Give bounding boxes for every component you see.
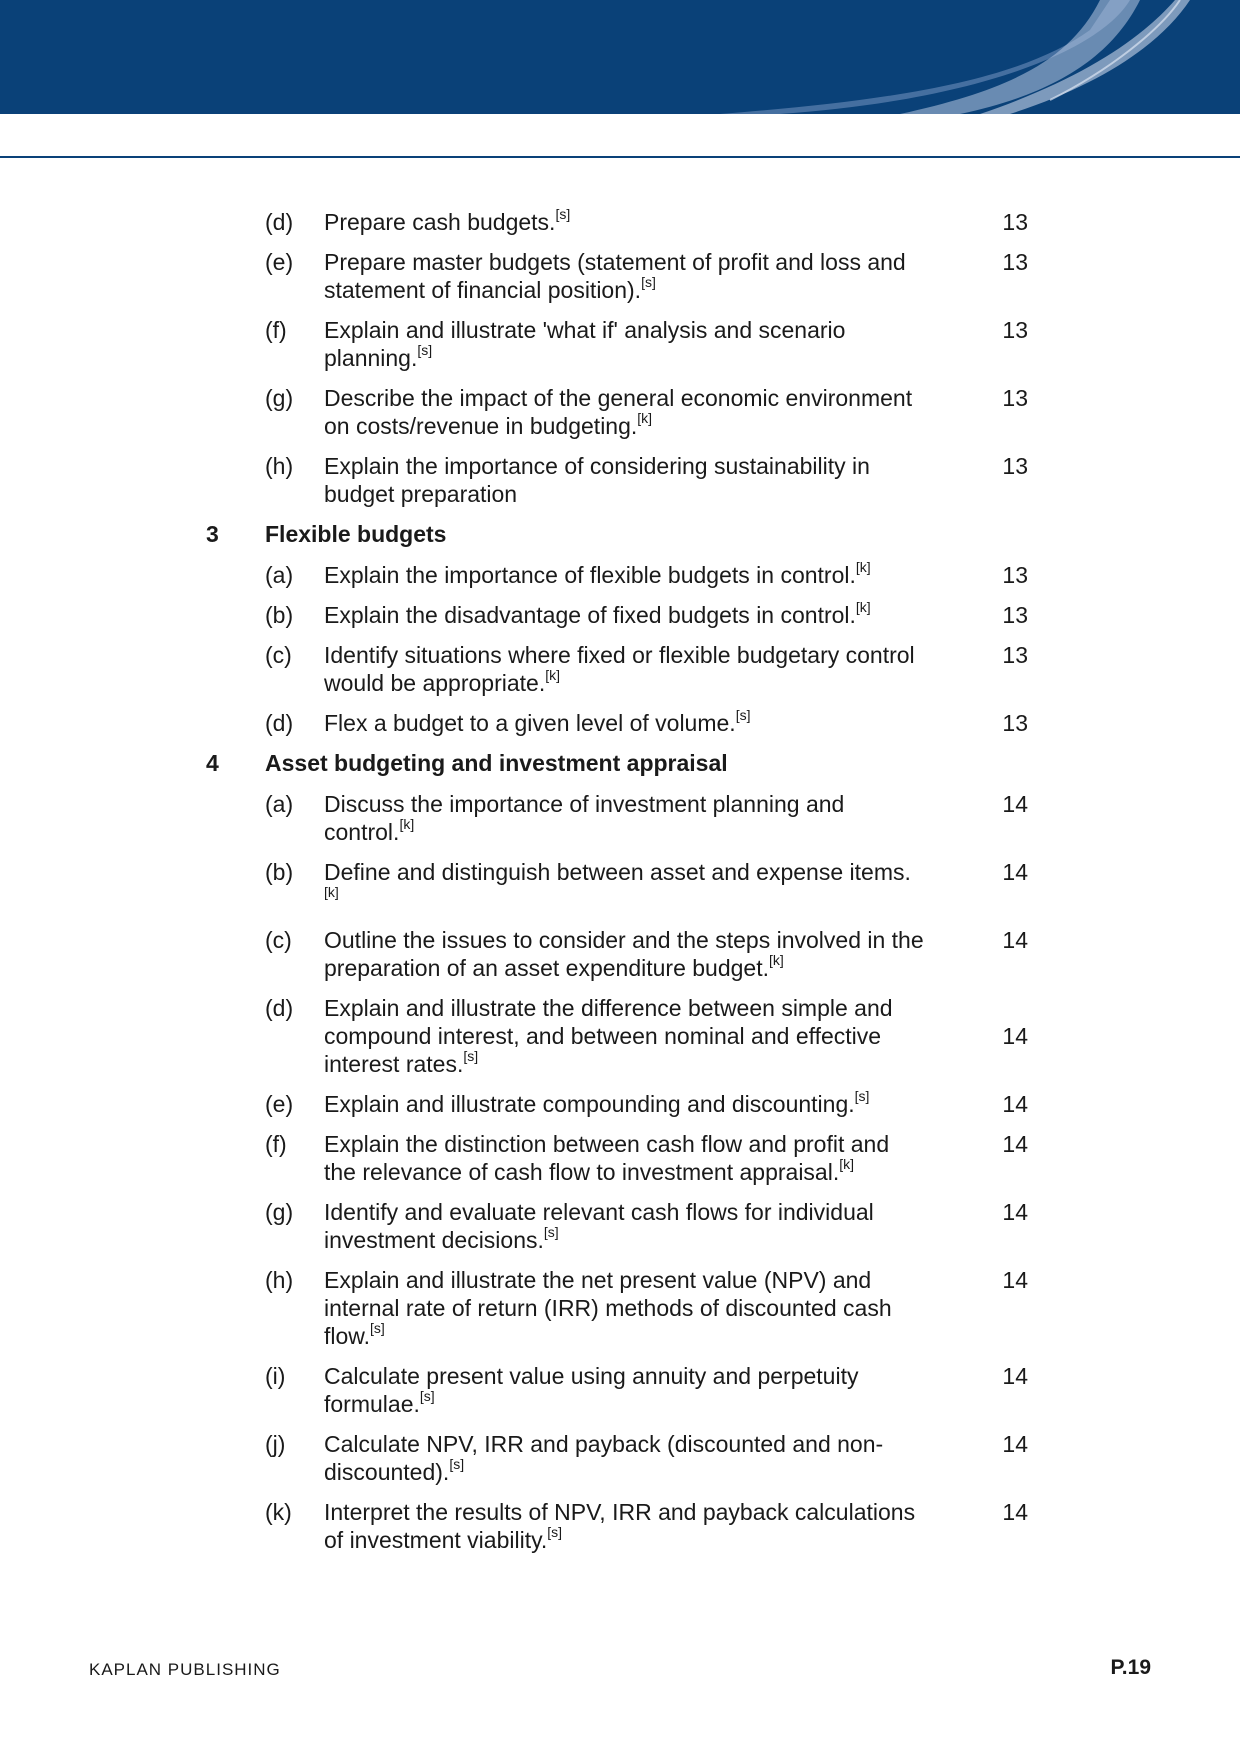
item-text: Flex a budget to a given level of volume.: [324, 710, 736, 736]
item-letter: (h): [265, 1267, 294, 1293]
syllabus-item: [0, 561, 1240, 589]
item-text: Prepare cash budgets.: [324, 209, 556, 235]
item-chapter-ref: 13: [1002, 710, 1028, 736]
item-letter: (f): [265, 317, 287, 343]
item-chapter-ref: 14: [1002, 1267, 1028, 1293]
section-heading: [0, 749, 1240, 780]
item-text: Calculate present value using annuity and perpetuity formulae.: [324, 1363, 859, 1417]
item-text-wrap: [324, 926, 924, 982]
syllabus-item: [0, 601, 1240, 629]
syllabus-item: [0, 1498, 1240, 1554]
item-text: Discuss the importance of investment planning and control.: [324, 791, 845, 845]
item-level-marker: [s]: [735, 707, 751, 724]
item-chapter-ref: 13: [1002, 602, 1028, 628]
item-chapter-ref: 13: [1002, 562, 1028, 588]
item-text-wrap: [324, 1266, 924, 1350]
item-letter: (d): [265, 209, 294, 235]
syllabus-content: [0, 208, 1240, 1566]
item-chapter-ref: 13: [1002, 209, 1028, 235]
syllabus-item: [0, 926, 1240, 982]
item-chapter-ref: 14: [1002, 1199, 1028, 1225]
item-letter: (d): [265, 995, 294, 1021]
item-level-marker: [k]: [637, 410, 653, 427]
item-chapter-ref: 14: [1002, 1363, 1028, 1389]
item-text-wrap: [324, 384, 924, 440]
item-chapter-ref: 14: [1002, 1023, 1028, 1049]
syllabus-item: [0, 994, 1240, 1078]
item-letter: (d): [265, 710, 294, 736]
item-letter: (g): [265, 1199, 294, 1225]
syllabus-item: [0, 858, 1240, 914]
item-letter: (c): [265, 927, 292, 953]
item-text: Explain and illustrate compounding and discounting.: [324, 1091, 855, 1117]
page-number: P.19: [1110, 1656, 1151, 1679]
section-title: Asset budgeting and investment appraisal: [265, 750, 728, 776]
item-chapter-ref: 14: [1002, 1431, 1028, 1457]
item-level-marker: [k]: [399, 816, 415, 833]
section-number: 3: [206, 521, 219, 547]
header-rule: [0, 156, 1240, 158]
item-text: Explain and illustrate the net present value (NPV) and internal rate of return (IRR) methods of discounted cash flow.: [324, 1267, 892, 1349]
item-text-wrap: [324, 601, 924, 629]
item-text-wrap: [324, 1130, 924, 1186]
item-text: Calculate NPV, IRR and payback (discounted and non-discounted).: [324, 1431, 884, 1485]
item-text-wrap: [324, 790, 924, 846]
item-letter: (g): [265, 385, 294, 411]
item-letter: (b): [265, 859, 294, 885]
item-chapter-ref: 13: [1002, 317, 1028, 343]
header-band: [0, 0, 1240, 114]
item-chapter-ref: 13: [1002, 249, 1028, 275]
item-chapter-ref: 14: [1002, 859, 1028, 885]
syllabus-item: [0, 1430, 1240, 1486]
item-text: Explain and illustrate 'what if' analysis and scenario planning.: [324, 317, 846, 371]
item-text-wrap: [324, 208, 924, 236]
syllabus-item: [0, 248, 1240, 304]
item-text-wrap: [324, 709, 924, 737]
item-chapter-ref: 13: [1002, 385, 1028, 411]
item-level-marker: [s]: [463, 1048, 479, 1065]
item-text: Explain the distinction between cash flow and profit and the relevance of cash flow to investment appraisal.: [324, 1131, 890, 1185]
item-level-marker: [k]: [855, 599, 871, 616]
item-text-wrap: [324, 1090, 924, 1118]
syllabus-item: [0, 1130, 1240, 1186]
publisher-name: KAPLAN PUBLISHING: [89, 1660, 281, 1679]
item-chapter-ref: 14: [1002, 927, 1028, 953]
item-text: Interpret the results of NPV, IRR and payback calculations of investment viability.: [324, 1499, 916, 1553]
item-text-wrap: [324, 858, 924, 914]
item-level-marker: [s]: [854, 1088, 870, 1105]
item-letter: (c): [265, 642, 292, 668]
syllabus-item: [0, 1362, 1240, 1418]
item-letter: (b): [265, 602, 294, 628]
syllabus-item: [0, 384, 1240, 440]
item-level-marker: [k]: [324, 884, 339, 901]
item-level-marker: [k]: [545, 667, 560, 684]
item-chapter-ref: 13: [1002, 642, 1028, 668]
item-text-wrap: [324, 1430, 924, 1486]
syllabus-item: [0, 709, 1240, 737]
item-text-wrap: [324, 1198, 924, 1254]
item-level-marker: [s]: [449, 1456, 465, 1473]
item-level-marker: [k]: [769, 952, 784, 969]
item-text: Identify situations where fixed or flexible budgetary control would be appropriate.: [324, 642, 915, 696]
item-text-wrap: [324, 561, 924, 589]
item-letter: (i): [265, 1363, 286, 1389]
syllabus-item: [0, 1266, 1240, 1350]
item-text: Explain the disadvantage of fixed budgets in control.: [324, 602, 856, 628]
item-level-marker: [k]: [855, 559, 871, 576]
item-letter: (f): [265, 1131, 287, 1157]
item-letter: (a): [265, 791, 294, 817]
item-text: Explain the importance of considering sustainability in budget preparation: [324, 453, 870, 507]
item-text: Describe the impact of the general economic environment on costs/revenue in budgeting.: [324, 385, 913, 439]
item-chapter-ref: 13: [1002, 453, 1028, 479]
section-title: Flexible budgets: [265, 521, 447, 547]
item-chapter-ref: 14: [1002, 791, 1028, 817]
syllabus-item: [0, 641, 1240, 697]
item-text-wrap: [324, 316, 924, 372]
section-number: 4: [206, 750, 219, 776]
item-level-marker: [s]: [641, 274, 656, 291]
item-text-wrap: [324, 452, 924, 508]
header-swoosh-graphic: [0, 0, 1240, 114]
item-letter: (e): [265, 249, 294, 275]
item-letter: (e): [265, 1091, 294, 1117]
syllabus-item: [0, 1090, 1240, 1118]
item-text-wrap: [324, 248, 924, 304]
item-text-wrap: [324, 641, 924, 697]
syllabus-item: [0, 1198, 1240, 1254]
item-level-marker: [s]: [419, 1388, 435, 1405]
item-text: Explain the importance of flexible budgets in control.: [324, 562, 856, 588]
item-text-wrap: [324, 1362, 924, 1418]
item-letter: (k): [265, 1499, 292, 1525]
item-letter: (a): [265, 562, 294, 588]
syllabus-item: [0, 452, 1240, 508]
syllabus-item: [0, 316, 1240, 372]
item-chapter-ref: 14: [1002, 1091, 1028, 1117]
item-text: Outline the issues to consider and the steps involved in the preparation of an asset expenditure budget.: [324, 927, 924, 981]
item-level-marker: [s]: [543, 1224, 559, 1241]
item-text: Explain and illustrate the difference between simple and compound interest, and between nominal and effective interest rates.: [324, 995, 893, 1077]
item-level-marker: [s]: [547, 1524, 563, 1541]
item-text-wrap: [324, 1498, 924, 1554]
item-text: Define and distinguish between asset and expense items.: [324, 859, 911, 885]
item-text: Identify and evaluate relevant cash flows for individual investment decisions.: [324, 1199, 874, 1253]
item-level-marker: [s]: [555, 206, 571, 223]
item-letter: (h): [265, 453, 294, 479]
item-level-marker: [k]: [839, 1156, 855, 1173]
item-level-marker: [s]: [370, 1320, 385, 1337]
item-letter: (j): [265, 1431, 286, 1457]
item-text-wrap: [324, 994, 924, 1078]
syllabus-item: [0, 208, 1240, 236]
syllabus-item: [0, 790, 1240, 846]
item-level-marker: [s]: [417, 342, 433, 359]
item-chapter-ref: 14: [1002, 1131, 1028, 1157]
item-chapter-ref: 14: [1002, 1499, 1028, 1525]
section-heading: [0, 520, 1240, 551]
item-text: Prepare master budgets (statement of profit and loss and statement of financial position).: [324, 249, 906, 303]
